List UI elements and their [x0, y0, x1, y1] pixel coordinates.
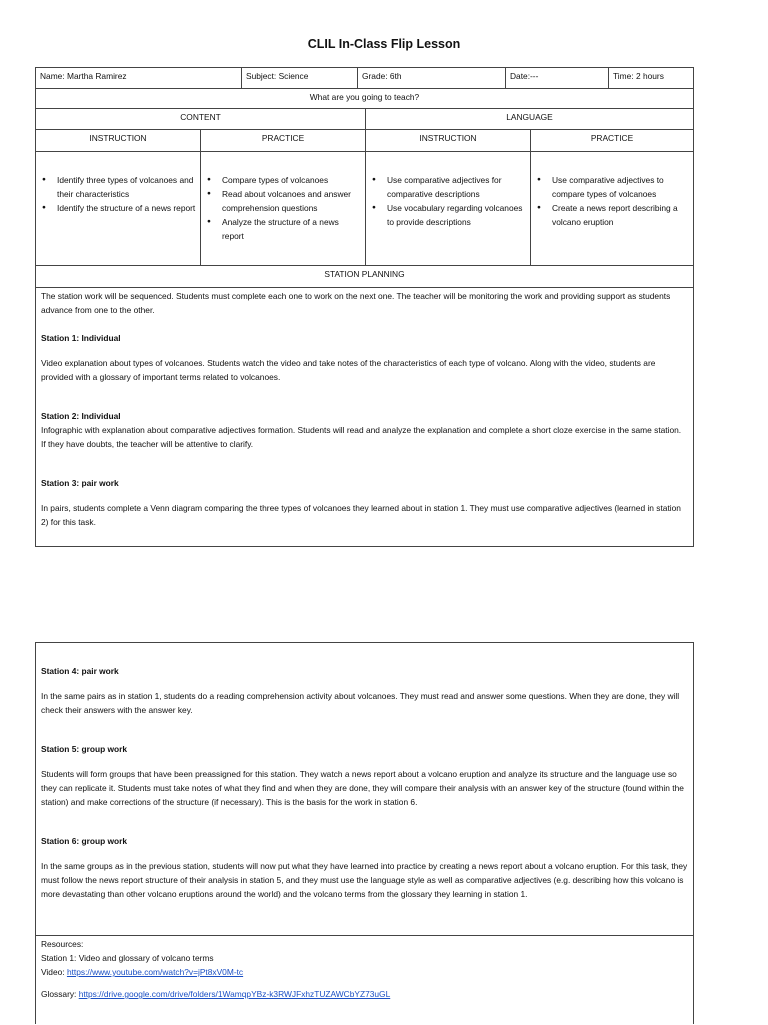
- glossary-label: Glossary:: [41, 989, 77, 999]
- language-practice-heading: PRACTICE: [590, 133, 634, 143]
- question-row: [36, 89, 693, 109]
- glossary-line: [41, 987, 688, 1001]
- content-practice-cell: [201, 152, 366, 265]
- glossary-link[interactable]: https://drive.google.com/drive/folders/1WamqpYBz-k3RWJFxhzTUZAWCbYZ73uGL: [78, 989, 391, 999]
- resources-station1: Station 1: Video and glossary of volcano terms: [41, 953, 214, 963]
- language-practice-cell: [531, 152, 693, 265]
- list-item: ● Identify three types of volcanoes and their characteristics: [57, 173, 196, 201]
- subject-cell: Subject: Science: [242, 68, 358, 88]
- lesson-table: [35, 67, 694, 547]
- station-planning-heading: STATION PLANNING: [324, 269, 405, 279]
- station-heading: Station 2: Individual: [41, 411, 121, 421]
- station-text: Infographic with explanation about comparative adjectives formation. Students will read and analyze the explanation and complete a short cloze exercise in the same station. If they have doubts, the teacher will be attentive to clarify.: [41, 425, 682, 449]
- video-label: Video:: [41, 967, 65, 977]
- language-heading: LANGUAGE: [506, 112, 553, 122]
- station-heading: Station 3: pair work: [41, 478, 119, 488]
- stations-part1: [36, 288, 693, 546]
- content-practice-heading: PRACTICE: [201, 130, 366, 151]
- list-item: ● Identify the structure of a news report: [57, 201, 196, 215]
- column-heading-row: [36, 130, 693, 152]
- content-language-row: [36, 109, 693, 130]
- list-item: ● Compare types of volcanoes: [222, 173, 361, 187]
- station-heading: Station 1: Individual: [41, 333, 121, 343]
- resources-row: [36, 936, 693, 1025]
- list-item: ● Use comparative adjectives for comparative descriptions: [387, 173, 526, 201]
- stations-part1-row: [36, 288, 693, 546]
- station-planning-row: [36, 266, 693, 288]
- time-cell: Time: 2 hours: [613, 71, 664, 81]
- intro-text: The station work will be sequenced. Students must complete each one to work on the next one. The teacher will be monitoring the work and providing support as students advance from one to the other.: [41, 291, 671, 315]
- resources-label: Resources:: [41, 939, 84, 949]
- content-instruction-cell: [36, 152, 201, 265]
- station-text: Video explanation about types of volcanoes. Students watch the video and take notes of the characteristics of each type of volcano. Along with the video, students are provided with a glossary of important terms related to volcanoes.: [41, 358, 656, 382]
- resources-block: [36, 936, 693, 1025]
- list-item: ● Analyze the structure of a news report: [222, 215, 361, 243]
- question-text: What are you going to teach?: [309, 92, 420, 102]
- list-item: ● Use vocabulary regarding volcanoes to provide descriptions: [387, 201, 526, 229]
- objectives-row: [36, 152, 693, 266]
- list-item: ● Create a news report describing a volcano eruption: [552, 201, 689, 229]
- station-heading: Station 4: pair work: [41, 666, 119, 676]
- stations-part2: [36, 643, 693, 935]
- station-heading: Station 5: group work: [41, 744, 128, 754]
- lesson-table-continued: [35, 642, 694, 1024]
- stations-part2-row: [36, 643, 693, 936]
- content-heading: CONTENT: [36, 109, 366, 129]
- station-text: In the same groups as in the previous station, students will now put what they have learned into practice by creating a news report about a volcano eruption. For this task, they must follow the news report structure of their analysis in station 5, and they must use the language style as well as comparative adjectives (e.g. describing how this volcano is more devastating than other volcano eruptions around the world) and the volcano terms from the glossary they learning in station 1.: [41, 861, 688, 899]
- station-text: Students will form groups that have been preassigned for this station. They watch a news report about a volcano eruption and analyze its structure and the language use so they can replicate it. Students must take notes of what they find and when they are done, they will compare their analysis with an answer key of the structure (found within the station) and make corrections of the structure (if necessary). This is the basis for the work in station 6.: [41, 769, 684, 807]
- station-text: In the same pairs as in station 1, students do a reading comprehension activity about volcanoes. They must read and answer some questions. When they are done, they will check their answers with the answer key.: [41, 691, 680, 715]
- station-text: In pairs, students complete a Venn diagram comparing the three types of volcanoes they learned about in station 1. They must use comparative adjectives (learned in station 2) for this task.: [41, 503, 681, 527]
- grade-cell: Grade: 6th: [358, 68, 506, 88]
- header-row: [36, 68, 693, 89]
- language-instruction-cell: [366, 152, 531, 265]
- page-title: CLIL In-Class Flip Lesson: [307, 37, 461, 51]
- list-item: ● Read about volcanoes and answer comprehension questions: [222, 187, 361, 215]
- language-instruction-heading: INSTRUCTION: [366, 130, 531, 151]
- video-link[interactable]: https://www.youtube.com/watch?v=jPt8xV0M-tc: [66, 967, 244, 977]
- station-heading: Station 6: group work: [41, 836, 128, 846]
- video-line: [41, 965, 688, 979]
- date-cell: Date:---: [506, 68, 609, 88]
- list-item: ● Use comparative adjectives to compare types of volcanoes: [552, 173, 689, 201]
- name-cell: Name: Martha Ramirez: [36, 68, 242, 88]
- content-instruction-heading: INSTRUCTION: [36, 130, 201, 151]
